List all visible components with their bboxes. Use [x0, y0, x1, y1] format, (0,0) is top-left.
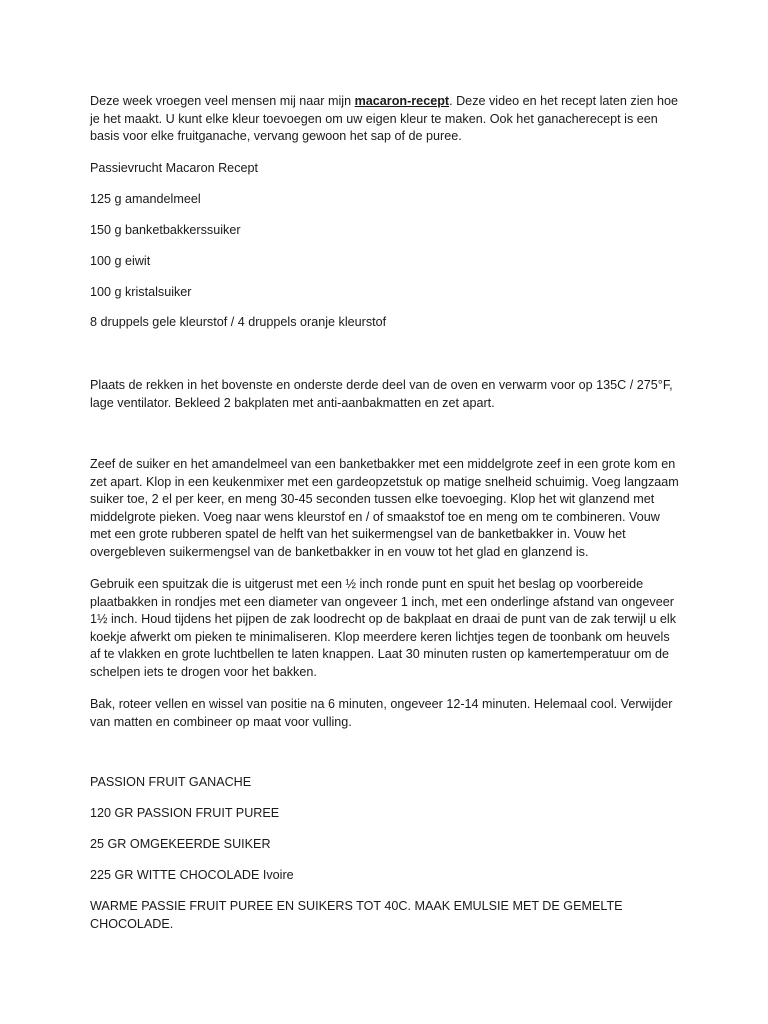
ingredient-food-coloring: 8 druppels gele kleurstof / 4 druppels oranje kleurstof [90, 315, 387, 329]
ganache-ingredient-sugar: 25 GR OMGEKEERDE SUIKER [90, 837, 271, 851]
intro-paragraph [90, 93, 682, 146]
recipe-title: Passievrucht Macaron Recept [90, 161, 258, 175]
ingredient-powdered-sugar: 150 g banketbakkerssuiker [90, 223, 241, 237]
macaron-recipe-link[interactable]: macaron-recept [354, 94, 450, 108]
ganache-ingredient-chocolate: 225 GR WITTE CHOCOLADE Ivoire [90, 868, 294, 882]
ingredient-granulated-sugar: 100 g kristalsuiker [90, 285, 192, 299]
intro-text-before: Deze week vroegen veel mensen mij naar mijn [90, 94, 355, 108]
ganache-title: PASSION FRUIT GANACHE [90, 775, 252, 789]
ingredient-egg-white: 100 g eiwit [90, 254, 151, 268]
step-oven-prep: Plaats de rekken in het bovenste en onderste derde deel van de oven en verwarm voor op 135C / 275°F, lage ventilator. Bekleed 2 bakplaten met anti-aanbakmatten en zet apart. [90, 378, 673, 410]
step-baking: Bak, roteer vellen en wissel van positie na 6 minuten, ongeveer 12-14 minuten. Helemaal cool. Verwijder van matten en combineer op maat voor vulling. [90, 697, 673, 729]
ingredient-almond-flour: 125 g amandelmeel [90, 192, 201, 206]
intro-text-after: . Deze video en het recept laten zien hoe je het maakt. U kunt elke kleur toevoegen om uw eigen kleur te maken. Ook het ganacherecept is een basis voor elke fruitganache, vervang gewoon het sap of de puree. [90, 94, 679, 143]
ganache-ingredient-puree: 120 GR PASSION FRUIT PUREE [90, 806, 280, 820]
step-piping: Gebruik een spuitzak die is uitgerust met een ½ inch ronde punt en spuit het beslag op voorbereide plaatbakken in rondjes met een diameter van ongeveer 1 inch, met een onderlinge afstand van ongeveer 1½ inch. Houd tijdens het pijpen de zak loodrecht op de bakplaat en draai de punt van de zak terwijl u elk koekje afwerkt om pieken te minimaliseren. Klop meerdere keren lichtjes tegen de toonbank om heuvels af te vlakken en grote luchtbellen te laten knappen. Laat 30 minuten rusten op kamertemperatuur om de schelpen iets te drogen voor het bakken. [90, 577, 676, 679]
ganache-instruction: WARME PASSIE FRUIT PUREE EN SUIKERS TOT 40C. MAAK EMULSIE MET DE GEMELTE CHOCOLADE. [90, 899, 623, 931]
step-meringue: Zeef de suiker en het amandelmeel van een banketbakker met een middelgrote zeef in een grote kom en zet apart. Klop in een keukenmixer met een gardeopzetstuk op matige snelheid schuimig. Voeg langzaam suiker toe, 2 el per keer, en meng 30-45 seconden tussen elke toevoeging. Klop het wit glanzend met middelgrote pieken. Voeg naar wens kleurstof en / of smaakstof toe en meng om te combineren. Vouw met een grote rubberen spatel de helft van het suikermengsel van de banketbakker in. Vouw het overgebleven suikermengsel van de banketbakker in en vouw tot het glad en glanzend is. [90, 457, 679, 559]
